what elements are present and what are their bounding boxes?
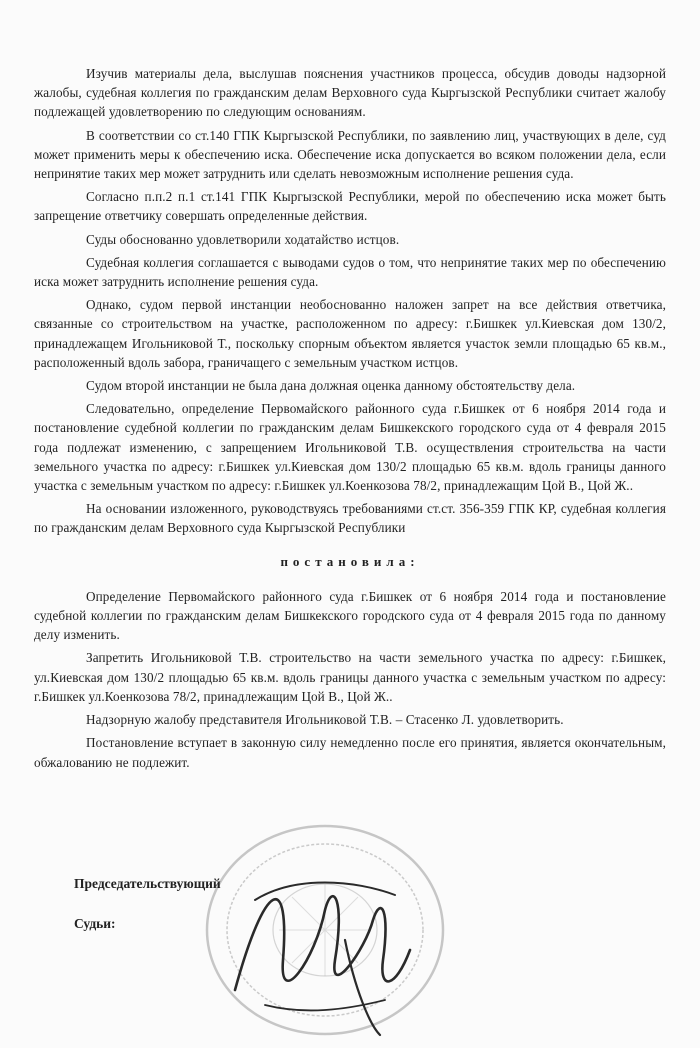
document-body (34, 64, 666, 776)
paragraph: На основании изложенного, руководствуясь требованиями ст.ст. 356-359 ГПК КР, судебная коллегия по гражданским делам Верховного суда Кыргызской Республики (34, 501, 666, 536)
decision-heading: постановила: (280, 553, 420, 569)
paragraph: Судебная коллегия соглашается с выводами судов о том, что непринятие таких мер по обеспечению иска может затруднить исполнение решения суда. (34, 254, 666, 290)
judges-signature-label: Судьи: (74, 916, 116, 931)
paragraph: Судом второй инстанции не была дана должная оценка данному обстоятельству дела. (86, 378, 576, 394)
judge-signature (195, 840, 455, 1040)
chair-signature-label: Председательствующий (74, 876, 221, 891)
resolution-item: Определение Первомайского районного суда г.Бишкек от 6 ноября 2014 года и постановление судебной коллегии по гражданским делам Бишкекского городского суда от 4 февраля 2015 года по данному делу изменить. (34, 588, 666, 643)
paragraph: Однако, судом первой инстанции необоснованно наложен запрет на все действия ответчика, связанные со строительством на участке, расположенном по адресу: г.Бишкек ул.Киевская дом 130/2, принадлежащем Игольниковой Т., поскольку спорным объектом является участок земли площадью 65 кв.м., расположенный вдоль забора, граничащего с земельным участком истцов. (34, 297, 666, 370)
resolution-item: Запретить Игольниковой Т.В. строительство на части земельного участка по адресу: г.Бишкек, ул.Киевская дом 130/2 площадью 65 кв.м. вдоль границы данного участка с земельным участком по адресу: г.Бишкек ул.Коенкозова 78/2, принадлежащим Цой В., Цой Ж.. (34, 650, 666, 704)
paragraph: В соответствии со ст.140 ГПК Кыргызской Республики, по заявлению лиц, участвующих в деле, суд может применить меры к обеспечению иска. Обеспечение иска допускается во всяком положении дела, если непринятие таких мер может затруднить или сделать невозможным исполнение решения суда. (34, 127, 666, 182)
resolution-item: Надзорную жалобу представителя Игольниковой Т.В. – Стасенко Л. удовлетворить. (86, 712, 564, 728)
paragraph: Следовательно, определение Первомайского районного суда г.Бишкек от 6 ноября 2014 года и постановление судебной коллегии по гражданским делам Бишкекского городского суда от 4 февраля 2015 года подлежат изменению, с запрещением Игольниковой Т.В. осуществления строительства на части земельного участка по адресу: г.Бишкек ул.Киевская дом 130/2 площадью 65 кв.м. вдоль границы данного участка с земельным участком по адресу: г.Бишкек ул.Коенкозова 78/2, принадлежащим Цой В., Цой Ж.. (34, 401, 666, 494)
paragraph: Согласно п.п.2 п.1 ст.141 ГПК Кыргызской Республики, мерой по обеспечению иска может быть запрещение ответчику совершать определенные действия. (34, 189, 666, 224)
resolution-item: Постановление вступает в законную силу немедленно после его принятия, является окончательным, обжалованию не подлежит. (34, 735, 666, 770)
paragraph: Изучив материалы дела, выслушав пояснения участников процесса, обсудив доводы надзорной жалобы, судебная коллегия по гражданским делам Верховного суда Кыргызской Республики считает жалобу подлежащей удовлетворению по следующим основаниям. (34, 66, 666, 120)
paragraph: Суды обоснованно удовлетворили ходатайство истцов. (86, 231, 400, 247)
